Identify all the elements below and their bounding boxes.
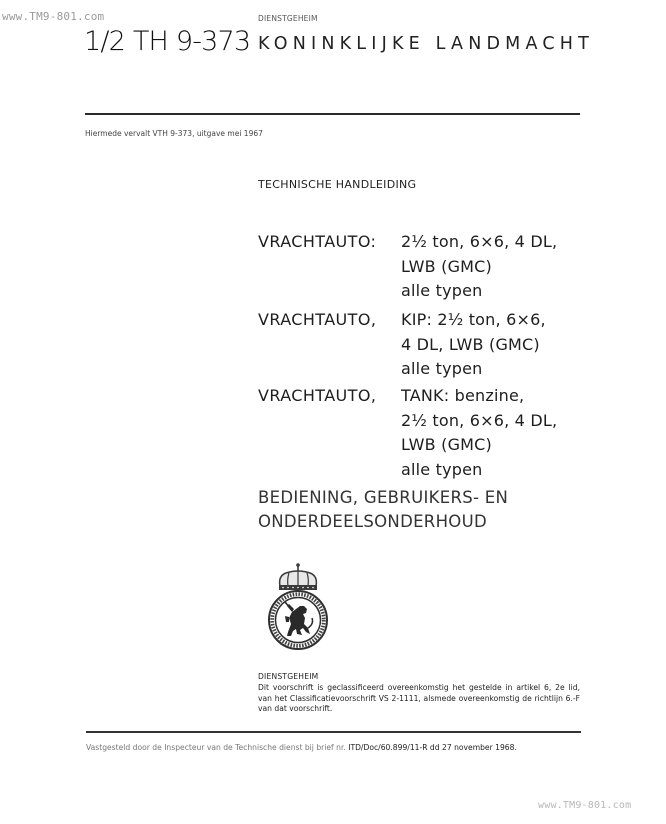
vehicle-spec-line: LWB (GMC) [401,435,492,454]
royal-army-emblem-icon [258,562,338,652]
approval-statement [86,743,517,752]
classification-header: DIENSTGEHEIM [258,14,318,23]
subject-line: BEDIENING, GEBRUIKERS- EN [258,488,509,507]
watermark-bottom: www.TM9-801.com [538,800,632,811]
document-code: 1/2 TH 9-373 [84,26,251,57]
vehicle-description [401,230,557,304]
classification-notice [258,672,580,715]
vehicle-label: VRACHTAUTO, [258,386,377,405]
manual-type-heading: TECHNISCHE HANDLEIDING [258,178,417,191]
bottom-rule-divider [86,731,581,733]
vehicle-spec-line: 4 DL, LWB (GMC) [401,334,540,354]
vehicle-label: VRACHTAUTO, [258,310,377,329]
supersedes-note: Hiermede vervalt VTH 9-373, uitgave mei 1967 [85,129,263,138]
watermark-top: www.TM9-801.com [2,10,105,23]
vehicle-label: VRACHTAUTO: [258,232,377,251]
vehicle-description [401,308,546,382]
classification-body: Dit voorschrift is geclassificeerd overeenkomstig het gestelde in artikel 6, 2e lid, van het Classificatievoorschrift VS 2-1111, alsmede overeenkomstig de richtlijn 6.-F van dat voorschrift. [258,682,580,714]
vehicle-spec-line: 2½ ton, 6×6, 4 DL, [401,232,558,251]
vehicle-spec-line: TANK: benzine, [401,386,525,405]
vehicle-spec-line: KIP: 2½ ton, 6×6, [401,310,546,329]
approval-prefix: Vastgesteld door de Inspecteur van de Technische dienst bij brief nr. [86,743,349,752]
vehicle-spec-line: alle typen [401,359,483,378]
vehicle-spec-line: alle typen [401,459,483,479]
classification-title: DIENSTGEHEIM [258,672,319,681]
organization-name: KONINKLIJKE LANDMACHT [258,34,594,54]
approval-reference: ITD/Doc/60.899/11-R dd 27 november 1968. [348,743,517,752]
manual-subject [258,486,508,534]
subject-line: ONDERDEELSONDERHOUD [258,512,487,531]
vehicle-spec-line: LWB (GMC) [401,256,492,276]
vehicle-spec-line: alle typen [401,281,483,300]
vehicle-spec-line: 2½ ton, 6×6, 4 DL, [401,410,558,430]
vehicle-description [401,384,557,482]
top-rule-divider [85,113,580,115]
